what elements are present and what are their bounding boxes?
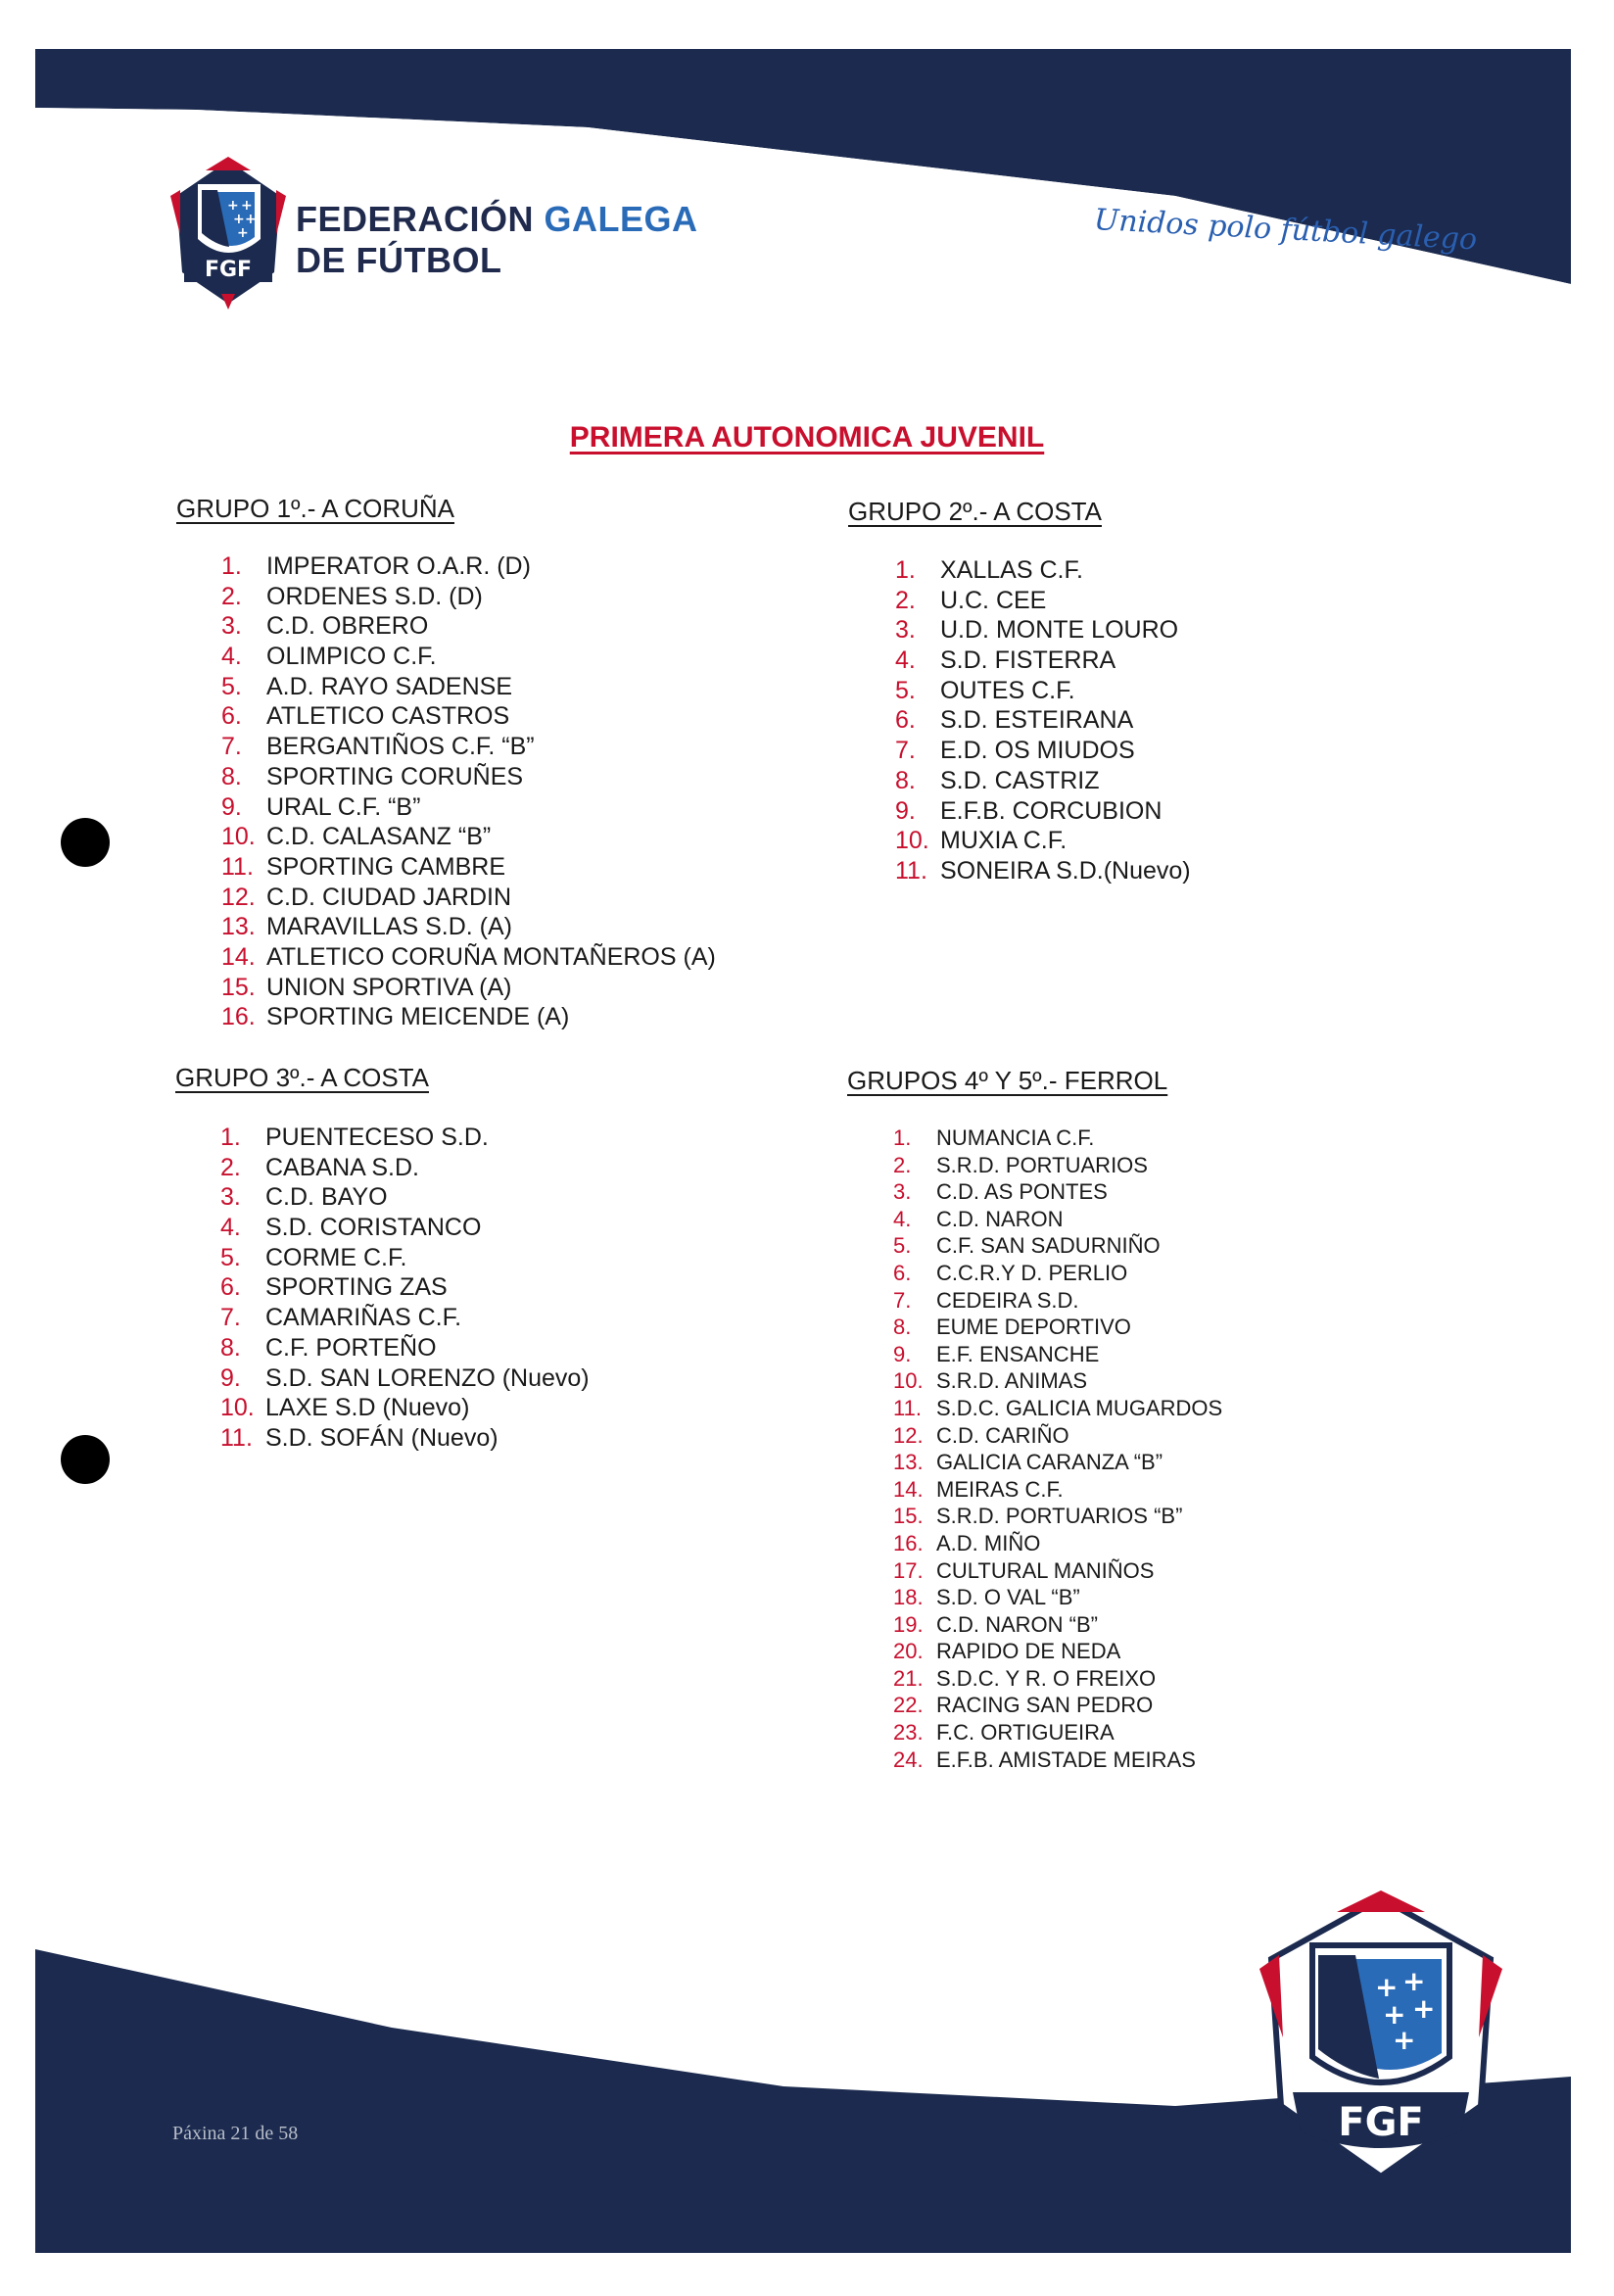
team-number: 9. bbox=[221, 792, 242, 821]
team-name: S.D.C. Y R. O FREIXO bbox=[936, 1665, 1157, 1691]
team-number: 21. bbox=[893, 1665, 924, 1691]
team-list-item bbox=[220, 1213, 590, 1243]
svg-text:+: + bbox=[1402, 1965, 1426, 1997]
team-list-item bbox=[893, 1638, 1222, 1665]
team-list-item bbox=[221, 973, 716, 1003]
team-list-item bbox=[893, 1341, 1222, 1368]
team-name: C.D. CIUDAD JARDIN bbox=[266, 883, 512, 911]
team-number: 7. bbox=[893, 1287, 912, 1313]
team-list-item bbox=[895, 856, 1191, 886]
team-number: 11. bbox=[220, 1423, 253, 1452]
team-list-item bbox=[895, 826, 1191, 856]
team-list-item bbox=[893, 1314, 1222, 1341]
team-name: MEIRAS C.F. bbox=[936, 1476, 1064, 1502]
team-list-group-1 bbox=[221, 551, 716, 1032]
team-list-item bbox=[893, 1611, 1222, 1639]
team-list-item bbox=[893, 1287, 1222, 1315]
team-list-item bbox=[895, 676, 1191, 706]
team-name: ORDENES S.D. (D) bbox=[266, 582, 483, 610]
team-name: C.D. AS PONTES bbox=[936, 1179, 1108, 1205]
team-list-item bbox=[221, 732, 716, 762]
team-list-item bbox=[893, 1422, 1222, 1450]
team-list-group-3 bbox=[220, 1123, 590, 1454]
team-name: NUMANCIA C.F. bbox=[936, 1125, 1095, 1150]
team-number: 14. bbox=[893, 1476, 924, 1502]
team-name: SPORTING CORUÑES bbox=[266, 762, 524, 790]
team-list-item bbox=[895, 796, 1191, 827]
team-name: U.C. CEE bbox=[940, 586, 1047, 614]
team-number: 16. bbox=[221, 1003, 256, 1031]
header-logo-badge-text: FGF bbox=[204, 258, 253, 282]
team-name: XALLAS C.F. bbox=[940, 556, 1083, 584]
team-name: E.D. OS MIUDOS bbox=[940, 737, 1135, 765]
team-list-item bbox=[893, 1692, 1222, 1719]
team-list-item bbox=[221, 852, 716, 883]
team-list-item bbox=[220, 1182, 590, 1213]
team-list-item bbox=[893, 1530, 1222, 1557]
team-list-item bbox=[893, 1260, 1222, 1287]
team-list-group-2 bbox=[895, 555, 1191, 886]
team-list-item bbox=[221, 642, 716, 672]
team-name: C.D. BAYO bbox=[265, 1183, 388, 1212]
org-name-part2: GALEGA bbox=[544, 199, 698, 239]
team-name: E.F.B. CORCUBION bbox=[940, 796, 1163, 825]
svg-text:+: + bbox=[233, 212, 245, 227]
team-name: F.C. ORTIGUEIRA bbox=[936, 1720, 1115, 1746]
team-name: S.D. SOFÁN (Nuevo) bbox=[265, 1423, 498, 1452]
team-list-item bbox=[895, 646, 1191, 676]
team-list-item bbox=[221, 792, 716, 823]
team-number: 6. bbox=[893, 1260, 912, 1285]
team-name: OUTES C.F. bbox=[940, 676, 1075, 704]
team-number: 2. bbox=[220, 1153, 241, 1181]
team-list-item bbox=[895, 736, 1191, 766]
svg-text:+: + bbox=[1393, 2024, 1416, 2056]
team-list-item bbox=[221, 762, 716, 792]
team-list-item bbox=[893, 1719, 1222, 1746]
team-list-item bbox=[893, 1584, 1222, 1611]
team-list-group-4-5 bbox=[893, 1124, 1222, 1773]
team-number: 11. bbox=[895, 856, 927, 885]
team-list-item bbox=[895, 705, 1191, 736]
team-name: S.D. ESTEIRANA bbox=[940, 706, 1134, 735]
team-list-item bbox=[221, 912, 716, 942]
team-name: S.D. O VAL “B” bbox=[936, 1585, 1080, 1610]
team-name: C.D. NARON “B” bbox=[936, 1611, 1098, 1637]
slogan: Unidos polo fútbol galego bbox=[1093, 203, 1478, 258]
team-number: 10. bbox=[893, 1368, 924, 1394]
team-name: SPORTING ZAS bbox=[265, 1273, 448, 1302]
team-name: S.R.D. ANIMAS bbox=[936, 1368, 1088, 1394]
team-name: E.F. ENSANCHE bbox=[936, 1341, 1100, 1366]
team-name: C.F. PORTEÑO bbox=[265, 1333, 437, 1362]
team-number: 6. bbox=[895, 706, 916, 735]
team-name: C.F. SAN SADURNIÑO bbox=[936, 1233, 1161, 1259]
team-name: C.D. OBRERO bbox=[266, 612, 429, 641]
team-name: A.D. RAYO SADENSE bbox=[266, 672, 512, 700]
team-list-item bbox=[220, 1272, 590, 1303]
team-list-item bbox=[895, 586, 1191, 616]
team-number: 3. bbox=[220, 1183, 241, 1212]
svg-text:+: + bbox=[1412, 1992, 1436, 2025]
team-number: 6. bbox=[220, 1273, 241, 1302]
team-number: 1. bbox=[221, 552, 242, 580]
team-list-item bbox=[893, 1449, 1222, 1476]
team-list-item bbox=[893, 1557, 1222, 1585]
team-list-item bbox=[220, 1243, 590, 1273]
team-list-item bbox=[221, 883, 716, 913]
team-number: 22. bbox=[893, 1693, 924, 1718]
team-list-item bbox=[893, 1395, 1222, 1422]
team-name: S.D. CASTRIZ bbox=[940, 766, 1100, 794]
team-name: MUXIA C.F. bbox=[940, 827, 1068, 855]
team-name: S.D. FISTERRA bbox=[940, 646, 1116, 675]
team-list-item bbox=[221, 1002, 716, 1032]
svg-text:+: + bbox=[237, 225, 249, 241]
team-list-item bbox=[895, 766, 1191, 796]
team-name: URAL C.F. “B” bbox=[266, 792, 421, 821]
team-number: 9. bbox=[220, 1363, 241, 1392]
team-number: 9. bbox=[893, 1341, 912, 1366]
team-list-item bbox=[221, 822, 716, 852]
team-list-item bbox=[221, 611, 716, 642]
svg-text:+: + bbox=[1383, 1998, 1406, 2031]
team-number: 12. bbox=[893, 1422, 924, 1448]
team-list-item bbox=[893, 1665, 1222, 1693]
team-number: 10. bbox=[221, 823, 256, 851]
team-number: 3. bbox=[893, 1179, 912, 1205]
team-name: C.D. NARON bbox=[936, 1206, 1064, 1231]
org-name-line2: DE FÚTBOL bbox=[296, 240, 502, 280]
team-name: BERGANTIÑOS C.F. “B” bbox=[266, 733, 535, 761]
fgf-large-logo-icon bbox=[1254, 1890, 1508, 2184]
team-number: 17. bbox=[893, 1557, 924, 1583]
team-name: C.D. CALASANZ “B” bbox=[266, 823, 492, 851]
punch-hole bbox=[61, 1435, 110, 1484]
team-name: S.D.C. GALICIA MUGARDOS bbox=[936, 1395, 1223, 1420]
team-number: 9. bbox=[895, 796, 916, 825]
team-list-item bbox=[893, 1232, 1222, 1260]
team-number: 8. bbox=[221, 762, 242, 790]
team-number: 5. bbox=[893, 1233, 912, 1259]
team-number: 5. bbox=[895, 676, 916, 704]
team-list-item bbox=[221, 551, 716, 582]
team-number: 4. bbox=[895, 646, 916, 675]
org-name bbox=[296, 199, 698, 281]
team-number: 23. bbox=[893, 1720, 924, 1746]
team-number: 12. bbox=[221, 883, 256, 911]
group-title-3: GRUPO 3º.- A COSTA bbox=[175, 1063, 429, 1092]
team-name: PUENTECESO S.D. bbox=[265, 1124, 489, 1151]
team-number: 8. bbox=[895, 766, 916, 794]
team-number: 7. bbox=[895, 737, 916, 765]
team-name: RACING SAN PEDRO bbox=[936, 1693, 1154, 1718]
team-name: CULTURAL MANIÑOS bbox=[936, 1557, 1155, 1583]
team-name: LAXE S.D (Nuevo) bbox=[265, 1394, 470, 1422]
team-name: IMPERATOR O.A.R. (D) bbox=[266, 552, 531, 580]
svg-text:+: + bbox=[1375, 1971, 1399, 2003]
team-number: 10. bbox=[895, 827, 929, 855]
team-number: 2. bbox=[221, 582, 242, 610]
team-list-item bbox=[893, 1124, 1222, 1152]
team-name: S.D. SAN LORENZO (Nuevo) bbox=[265, 1363, 590, 1392]
team-list-item bbox=[893, 1152, 1222, 1179]
page-number: Páxina 21 de 58 bbox=[172, 2123, 299, 2144]
fgf-logo-icon bbox=[170, 157, 286, 310]
team-list-item bbox=[895, 615, 1191, 646]
team-name: SPORTING CAMBRE bbox=[266, 852, 506, 881]
team-name: MARAVILLAS S.D. (A) bbox=[266, 913, 512, 941]
svg-text:+: + bbox=[241, 198, 253, 214]
team-number: 3. bbox=[221, 612, 242, 641]
team-list-item bbox=[220, 1153, 590, 1183]
team-list-item bbox=[221, 672, 716, 702]
team-list-item bbox=[221, 582, 716, 612]
team-name: S.D. CORISTANCO bbox=[265, 1214, 482, 1242]
team-list-item bbox=[895, 555, 1191, 586]
team-number: 20. bbox=[893, 1639, 924, 1664]
team-list-item bbox=[220, 1333, 590, 1363]
team-number: 13. bbox=[221, 913, 256, 941]
svg-text:+: + bbox=[245, 212, 257, 227]
team-number: 16. bbox=[893, 1530, 924, 1555]
team-number: 24. bbox=[893, 1746, 924, 1772]
group-title-4-5: GRUPOS 4º Y 5º.- FERROL bbox=[847, 1066, 1168, 1095]
team-number: 1. bbox=[220, 1124, 241, 1151]
team-name: SONEIRA S.D.(Nuevo) bbox=[940, 856, 1191, 885]
team-name: S.R.D. PORTUARIOS “B” bbox=[936, 1504, 1183, 1529]
team-name: CAMARIÑAS C.F. bbox=[265, 1304, 462, 1332]
team-number: 15. bbox=[221, 973, 256, 1001]
team-list-item bbox=[221, 701, 716, 732]
team-list-item bbox=[220, 1123, 590, 1153]
org-name-part1: FEDERACIÓN bbox=[296, 199, 535, 239]
team-list-item bbox=[893, 1206, 1222, 1233]
team-list-item bbox=[893, 1367, 1222, 1395]
team-number: 4. bbox=[893, 1206, 912, 1231]
team-list-item bbox=[893, 1503, 1222, 1530]
team-name: CORME C.F. bbox=[265, 1243, 407, 1271]
team-number: 18. bbox=[893, 1585, 924, 1610]
document-title: PRIMERA AUTONOMICA JUVENIL bbox=[569, 421, 1045, 454]
team-name: ATLETICO CORUÑA MONTAÑEROS (A) bbox=[266, 942, 716, 971]
team-number: 11. bbox=[221, 852, 254, 881]
team-name: CABANA S.D. bbox=[265, 1153, 419, 1181]
team-list-item bbox=[893, 1746, 1222, 1774]
team-number: 7. bbox=[220, 1304, 241, 1332]
team-list-item bbox=[220, 1303, 590, 1333]
team-list-item bbox=[220, 1393, 590, 1423]
group-title-1: GRUPO 1º.- A CORUÑA bbox=[176, 494, 454, 523]
team-name: A.D. MIÑO bbox=[936, 1530, 1041, 1555]
team-number: 8. bbox=[893, 1315, 912, 1340]
team-number: 7. bbox=[221, 733, 242, 761]
team-number: 1. bbox=[895, 556, 916, 584]
team-name: SPORTING MEICENDE (A) bbox=[266, 1003, 570, 1031]
team-number: 10. bbox=[220, 1394, 255, 1422]
team-name: RAPIDO DE NEDA bbox=[936, 1639, 1121, 1664]
footer-logo-badge-text: FGF bbox=[1338, 2100, 1424, 2145]
team-name: GALICIA CARANZA “B” bbox=[936, 1450, 1163, 1475]
team-list-item bbox=[220, 1423, 590, 1454]
team-list-item bbox=[893, 1178, 1222, 1206]
team-number: 1. bbox=[893, 1125, 912, 1150]
team-name: C.C.R.Y D. PERLIO bbox=[936, 1260, 1128, 1285]
team-list-item bbox=[220, 1363, 590, 1394]
team-name: UNION SPORTIVA (A) bbox=[266, 973, 512, 1001]
team-list-item bbox=[893, 1476, 1222, 1504]
team-number: 5. bbox=[220, 1243, 241, 1271]
team-number: 14. bbox=[221, 942, 256, 971]
team-name: CEDEIRA S.D. bbox=[936, 1287, 1079, 1313]
team-name: EUME DEPORTIVO bbox=[936, 1315, 1131, 1340]
team-name: E.F.B. AMISTADE MEIRAS bbox=[936, 1746, 1196, 1772]
team-number: 4. bbox=[220, 1214, 241, 1242]
team-name: ATLETICO CASTROS bbox=[266, 702, 510, 731]
team-name: U.D. MONTE LOURO bbox=[940, 616, 1179, 645]
group-title-2: GRUPO 2º.- A COSTA bbox=[848, 497, 1102, 526]
team-number: 15. bbox=[893, 1504, 924, 1529]
svg-text:+: + bbox=[227, 198, 239, 214]
team-number: 2. bbox=[895, 586, 916, 614]
team-number: 6. bbox=[221, 702, 242, 731]
team-number: 4. bbox=[221, 643, 242, 671]
team-number: 3. bbox=[895, 616, 916, 645]
team-name: C.D. CARIÑO bbox=[936, 1422, 1069, 1448]
punch-hole bbox=[61, 818, 110, 867]
team-number: 8. bbox=[220, 1333, 241, 1362]
team-name: S.R.D. PORTUARIOS bbox=[936, 1152, 1148, 1177]
team-list-item bbox=[221, 942, 716, 973]
team-number: 19. bbox=[893, 1611, 924, 1637]
team-number: 13. bbox=[893, 1450, 924, 1475]
team-number: 2. bbox=[893, 1152, 912, 1177]
team-name: OLIMPICO C.F. bbox=[266, 643, 437, 671]
team-number: 5. bbox=[221, 672, 242, 700]
team-number: 11. bbox=[893, 1395, 922, 1420]
